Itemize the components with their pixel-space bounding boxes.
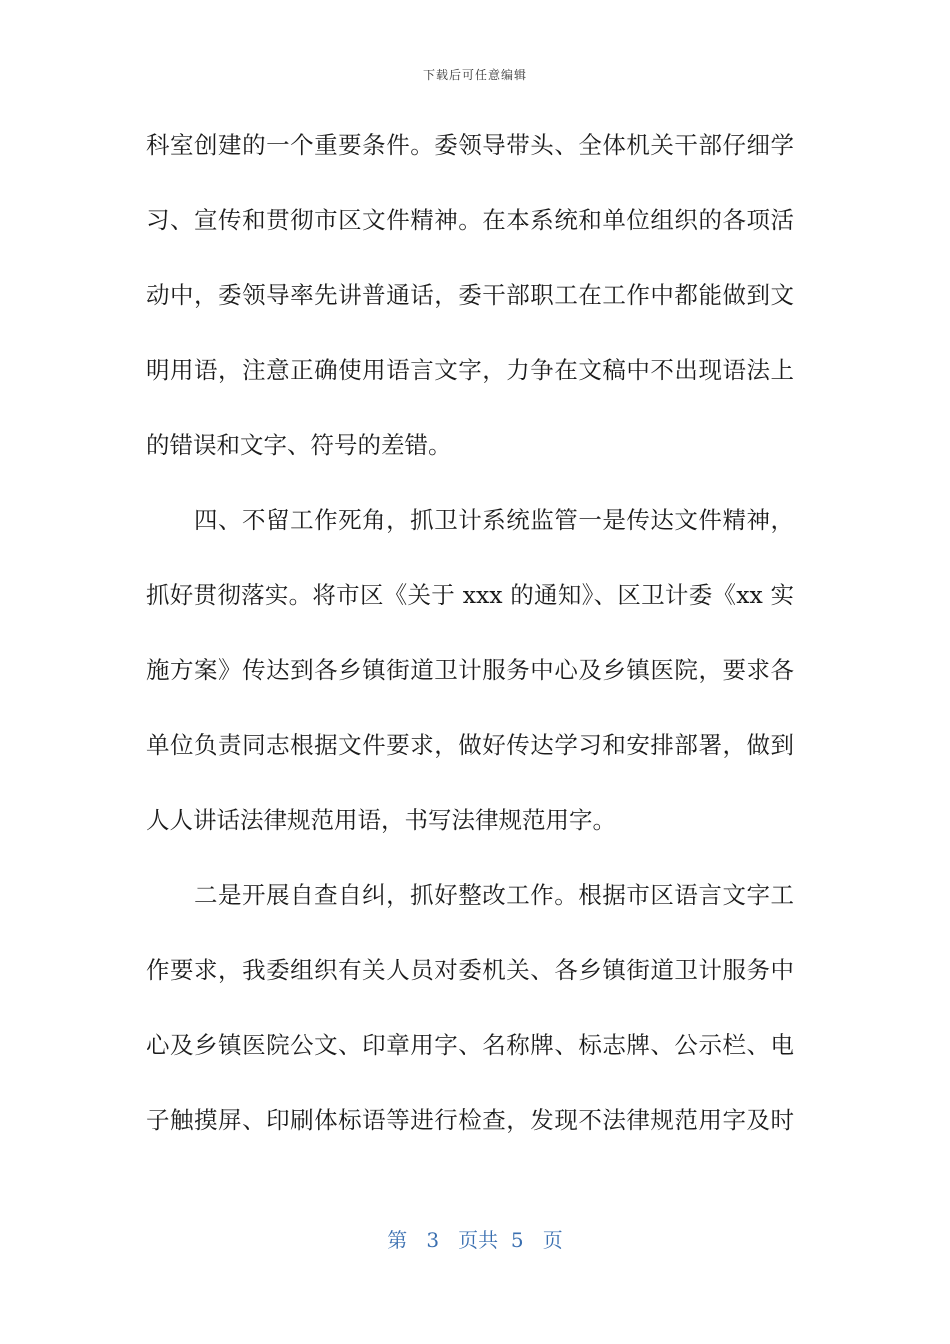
page-footer [0, 1224, 950, 1253]
current-page-number: 3 [426, 1228, 440, 1252]
footer-suffix: 页 [542, 1228, 563, 1252]
total-pages-number: 5 [510, 1228, 524, 1252]
body-line: 人人讲话法律规范用语，书写法律规范用字。 [146, 806, 616, 834]
document-body [146, 124, 794, 1174]
body-line: 科室创建的一个重要条件。委领导带头、全体机关干部仔细学 [146, 131, 794, 159]
body-line: 单位负责同志根据文件要求，做好传达学习和安排部署，做到 [146, 731, 794, 759]
body-line: 心及乡镇医院公文、印章用字、名称牌、标志牌、公示栏、电 [146, 1031, 794, 1059]
body-line: 二是开展自查自纠，抓好整改工作。根据市区语言文字工 [194, 881, 794, 909]
header-note: 下载后可任意编辑 [422, 68, 527, 82]
footer-middle: 页共 [458, 1228, 499, 1252]
body-line: 明用语，注意正确使用语言文字，力争在文稿中不出现语法上 [146, 356, 794, 384]
body-line: 施方案》传达到各乡镇街道卫计服务中心及乡镇医院，要求各 [146, 656, 794, 684]
body-line: 的错误和文字、符号的差错。 [146, 431, 452, 459]
body-line: 子触摸屏、印刷体标语等进行检查，发现不法律规范用字及时 [146, 1106, 794, 1134]
body-line: 抓好贯彻落实。将市区《关于 xxx 的通知》、区卫计委《xx 实 [146, 581, 794, 609]
footer-prefix: 第 [387, 1228, 408, 1252]
body-line: 习、宣传和贯彻市区文件精神。在本系统和单位组织的各项活 [146, 206, 794, 234]
body-line: 动中，委领导率先讲普通话，委干部职工在工作中都能做到文 [146, 281, 794, 309]
body-line: 四、不留工作死角，抓卫计系统监管一是传达文件精神， [194, 506, 794, 534]
body-line: 作要求，我委组织有关人员对委机关、各乡镇街道卫计服务中 [146, 956, 794, 984]
